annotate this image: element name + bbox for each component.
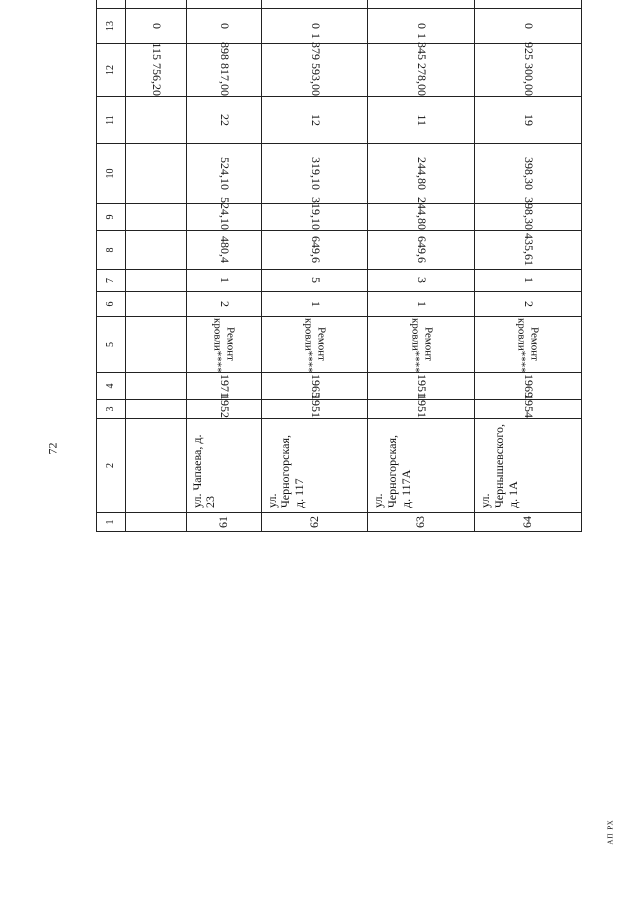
table-row [186, 0, 261, 532]
cell-year-repair: 1969 [475, 373, 582, 400]
cell-residents: 11 [368, 97, 475, 144]
cell-work-type: Ремонт кровли**** [368, 317, 475, 373]
cell-work-type: Ремонт кровли**** [186, 317, 261, 373]
cell-c14 [368, 0, 475, 9]
cell-empty [125, 513, 186, 532]
colnum-14 [97, 0, 126, 9]
archive-mark: АП РХ [606, 819, 615, 845]
cell-c14 [261, 0, 368, 9]
cell-cost-total: 1 345 278,00 [368, 44, 475, 97]
cell-area-b: 524,10 [186, 144, 261, 204]
cell-empty [125, 292, 186, 317]
cell-entrances: 1 [186, 270, 261, 292]
cell-year-repair: 1971 [186, 373, 261, 400]
cell-area-total: 435,61 [475, 231, 582, 270]
cell-work-type: Ремонт кровли**** [261, 317, 368, 373]
cell-floors: 2 [186, 292, 261, 317]
colnum-10: 10 [97, 144, 126, 204]
colnum-8: 8 [97, 231, 126, 270]
cell-row-number: 63 [368, 513, 475, 532]
cell-c13: 0 [261, 9, 368, 44]
cell-area-b: 319,10 [261, 144, 368, 204]
cell-floors: 1 [261, 292, 368, 317]
cell-residents: 12 [261, 97, 368, 144]
cell-area-total: 480,4 [186, 231, 261, 270]
colnum-7: 7 [97, 270, 126, 292]
cell-entrances: 1 [475, 270, 582, 292]
cell-empty [125, 97, 186, 144]
cell-cost-total: 115 756,20 [125, 44, 186, 97]
cell-year-repair: 1951 [368, 373, 475, 400]
cell-c13: 0 [475, 9, 582, 44]
colnum-6: 6 [97, 292, 126, 317]
cell-c14 [186, 0, 261, 9]
cell-c13: 0 [368, 9, 475, 44]
cell-area-b: 398,30 [475, 144, 582, 204]
cell-empty [125, 204, 186, 231]
repair-program-table [96, 0, 582, 532]
cell-empty [125, 400, 186, 419]
colnum-11: 11 [97, 97, 126, 144]
cell-address: ул. Черногорская, д. 117 [261, 419, 368, 513]
cell-empty [125, 231, 186, 270]
cell-area-total: 649,6 [368, 231, 475, 270]
cell-empty [125, 317, 186, 373]
cell-area-total: 649,6 [261, 231, 368, 270]
cell-entrances: 5 [261, 270, 368, 292]
cell-empty [125, 373, 186, 400]
cell-floors: 1 [368, 292, 475, 317]
cell-work-type: Ремонт кровли**** [475, 317, 582, 373]
colnum-1: 1 [97, 513, 126, 532]
cell-c13: 0 [125, 9, 186, 44]
cell-area-a: 244,80 [368, 204, 475, 231]
cell-empty [125, 144, 186, 204]
cell-cost-total: 925 300,00 [475, 44, 582, 97]
colnum-13: 13 [97, 9, 126, 44]
cell-empty [125, 419, 186, 513]
cell-entrances: 3 [368, 270, 475, 292]
cell-residents: 22 [186, 97, 261, 144]
cell-cost-total: 898 817,00 [186, 44, 261, 97]
cell-year-repair: 1965 [261, 373, 368, 400]
colnum-4: 4 [97, 373, 126, 400]
cell-area-a: 398,30 [475, 204, 582, 231]
cell-address: ул. Черногорская, д. 117А [368, 419, 475, 513]
colnum-2: 2 [97, 419, 126, 513]
table-row [475, 0, 582, 532]
cell-floors: 2 [475, 292, 582, 317]
cell-cost-total: 1 379 593,00 [261, 44, 368, 97]
cell-row-number: 64 [475, 513, 582, 532]
cell-address: ул. Чапаева, д. 23 [186, 419, 261, 513]
cell-area-a: 319,10 [261, 204, 368, 231]
cell-residents: 19 [475, 97, 582, 144]
cell-row-number: 61 [186, 513, 261, 532]
cell-year-built: 1952 [186, 400, 261, 419]
cell-year-built: 1951 [261, 400, 368, 419]
cell-area-b: 244,80 [368, 144, 475, 204]
cell-area-a: 524,10 [186, 204, 261, 231]
cell-c14 [475, 0, 582, 9]
cell-year-built: 1951 [368, 400, 475, 419]
cell-address: ул. Чернышевского, д. 1А [475, 419, 582, 513]
colnum-3: 3 [97, 400, 126, 419]
cell-year-built: 1954 [475, 400, 582, 419]
cell-row-number: 62 [261, 513, 368, 532]
colnum-9: 9 [97, 204, 126, 231]
cell-c14 [125, 0, 186, 9]
rotated-table-container [96, 21, 582, 872]
column-number-row [97, 0, 126, 532]
table-row [368, 0, 475, 532]
continuation-row [125, 0, 186, 532]
table-row [261, 0, 368, 532]
cell-empty [125, 270, 186, 292]
colnum-5: 5 [97, 317, 126, 373]
page-number: 72 [45, 442, 60, 455]
cell-c13: 0 [186, 9, 261, 44]
colnum-12: 12 [97, 44, 126, 97]
